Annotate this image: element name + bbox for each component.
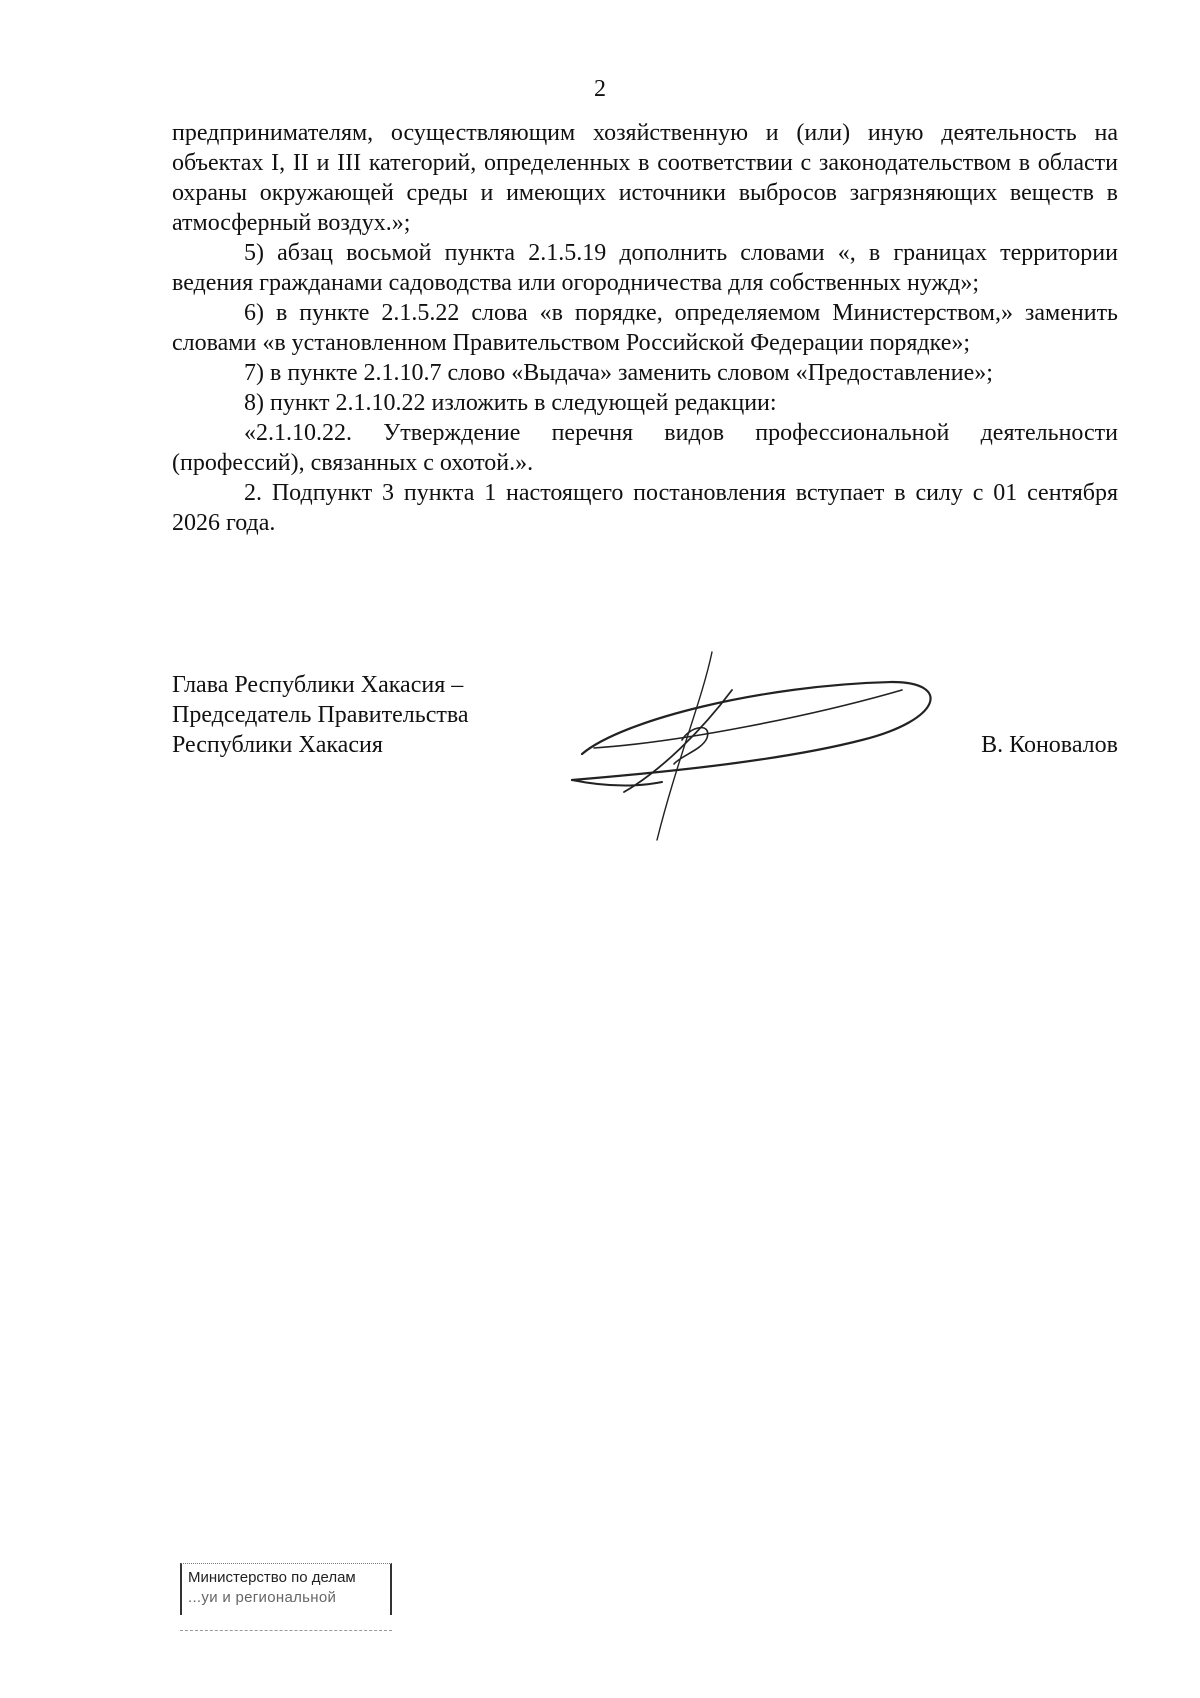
signer-title <box>172 670 469 760</box>
signer-title-line: Республики Хакасия <box>172 732 383 758</box>
paragraph-quoted-text: «2.1.10.22. Утверждение перечня видов профессиональной деятельности (профессий), связанных с охотой.». <box>172 420 1118 476</box>
paragraph-item-5: 5) абзац восьмой пункта 2.1.5.19 дополнить словами «, в границах территории ведения гражданами садоводства или огородничества для собственных нужд»; <box>172 240 1118 296</box>
paragraph-section-2: 2. Подпункт 3 пункта 1 настоящего постановления вступает в силу с 01 сентября 2026 года. <box>172 480 1118 536</box>
stamp-divider <box>180 1630 392 1631</box>
stamp-line: Министерство по делам <box>188 1569 356 1586</box>
signer-title-line: Председатель Правительства <box>172 702 469 728</box>
page-number: 2 <box>594 76 606 102</box>
handwritten-signature <box>562 630 942 860</box>
signature-block <box>172 670 1118 890</box>
paragraph-item-7: 7) в пункте 2.1.10.7 слово «Выдача» заменить словом «Предоставление»; <box>244 360 993 386</box>
document-body <box>172 118 1118 538</box>
paragraph-continuation: предпринимателям, осуществляющим хозяйственную и (или) иную деятельность на объектах I, II и III категорий, определенных в соответствии с законодательством в области охраны окружающей среды и имеющих источники выбросов загрязняющих веществ в атмосферный воздух.»; <box>172 120 1118 236</box>
registration-stamp <box>180 1563 392 1615</box>
paragraph-item-8: 8) пункт 2.1.10.22 изложить в следующей редакции: <box>244 390 777 416</box>
stamp-line: ...уи и региональной <box>188 1589 337 1606</box>
signer-name: В. Коновалов <box>981 732 1118 758</box>
paragraph-item-6: 6) в пункте 2.1.5.22 слова «в порядке, определяемом Министерством,» заменить словами «в установленном Правительством Российской Федерации порядке»; <box>172 300 1118 356</box>
signer-title-line: Глава Республики Хакасия – <box>172 672 464 698</box>
